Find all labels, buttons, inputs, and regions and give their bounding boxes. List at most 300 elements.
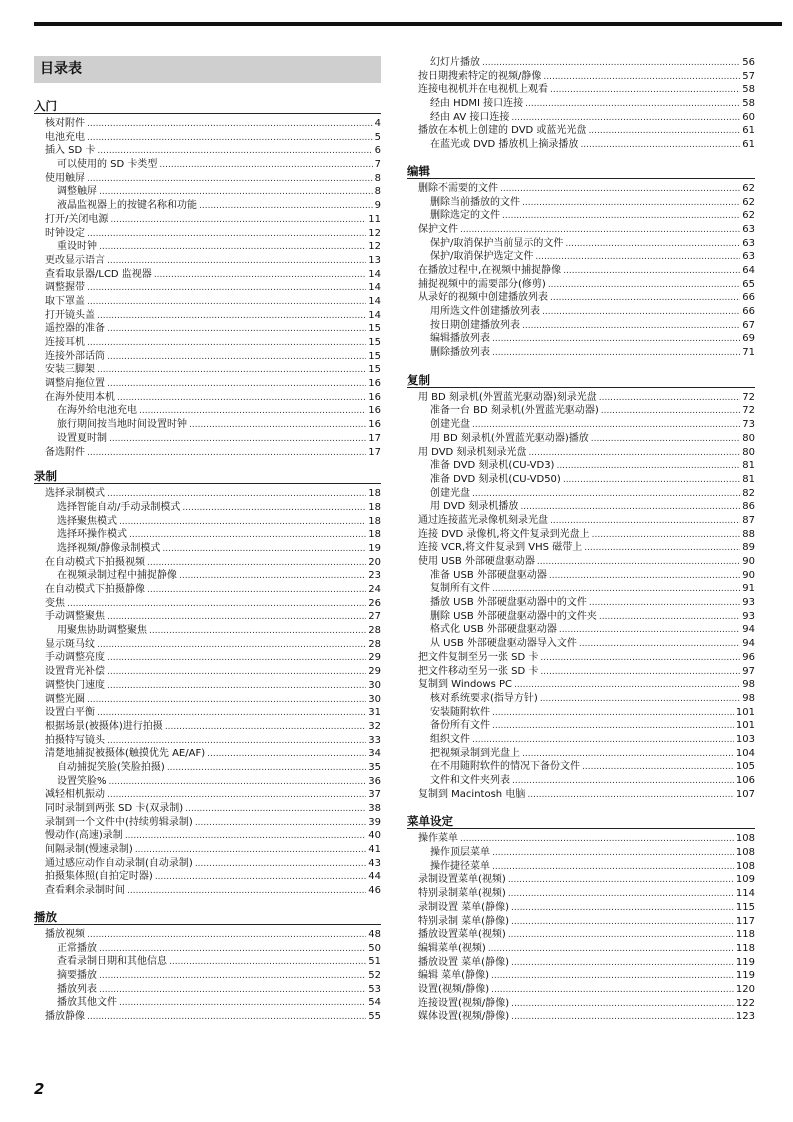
- entry-page: 66: [742, 306, 755, 317]
- entry-page: 48: [368, 928, 381, 940]
- entry-page: 90: [742, 569, 755, 581]
- dot-leader: [107, 735, 366, 749]
- entry-title: 拍摄集体照(自拍定时器): [45, 871, 153, 883]
- dot-leader: [472, 419, 740, 433]
- toc-entry[interactable]: [34, 501, 381, 515]
- toc-entry[interactable]: [34, 651, 381, 665]
- dot-leader: [535, 251, 740, 265]
- toc-entry[interactable]: [407, 760, 755, 774]
- dot-leader: [592, 529, 741, 543]
- toc-entry[interactable]: [407, 582, 755, 596]
- section-title: 入门: [34, 99, 57, 113]
- entry-page: 14: [368, 309, 381, 321]
- dot-leader: [492, 861, 734, 875]
- toc-entry[interactable]: [34, 295, 381, 309]
- entry-title: 播放设置 菜单(静像): [418, 956, 509, 968]
- dot-leader: [565, 238, 740, 252]
- toc-entry[interactable]: [34, 363, 381, 377]
- toc-entry[interactable]: [34, 131, 381, 145]
- toc-entry[interactable]: [407, 97, 755, 111]
- entry-page: 32: [368, 720, 381, 732]
- entry-title: 设置白平衡: [45, 707, 95, 719]
- toc-entry[interactable]: [34, 199, 381, 213]
- toc-entry[interactable]: [407, 138, 755, 152]
- entry-title: 从 USB 外部硬盘驱动器导入文件: [430, 638, 577, 650]
- entry-title: 插入 SD 卡: [45, 145, 96, 157]
- entry-title: 选择智能自动/手动录制模式: [57, 501, 181, 513]
- entry-page: 7: [374, 159, 381, 171]
- entry-page: 37: [368, 789, 381, 801]
- toc-entry[interactable]: [407, 446, 755, 460]
- toc-entry[interactable]: [34, 870, 381, 884]
- toc-entry[interactable]: [34, 487, 381, 501]
- dot-leader: [511, 902, 734, 916]
- dot-leader: [99, 241, 366, 255]
- toc-entry[interactable]: [407, 997, 755, 1011]
- entry-page: 62: [742, 182, 755, 194]
- toc-entry[interactable]: [407, 637, 755, 651]
- entry-page: 18: [368, 501, 381, 513]
- entry-page: 19: [368, 542, 381, 554]
- toc-entry[interactable]: [407, 223, 755, 237]
- toc-entry[interactable]: [407, 733, 755, 747]
- entry-title: 把文件移动至另一张 SD 卡: [418, 665, 539, 677]
- dot-leader: [591, 433, 741, 447]
- toc-entry[interactable]: [34, 1010, 381, 1024]
- dot-leader: [87, 1011, 366, 1025]
- entry-page: 118: [735, 929, 755, 941]
- entry-title: 选择聚焦模式: [57, 515, 117, 527]
- dot-leader: [527, 789, 734, 803]
- section-divider: [407, 178, 755, 179]
- toc-entry[interactable]: [407, 182, 755, 196]
- toc-entry[interactable]: [34, 569, 381, 583]
- entry-page: 14: [368, 282, 381, 294]
- dot-leader: [599, 611, 740, 625]
- entry-title: 准备一台 BD 刻录机(外置蓝光驱动器): [430, 405, 599, 417]
- dot-leader: [522, 748, 734, 762]
- entry-title: 选择环操作模式: [57, 529, 127, 541]
- dot-leader: [492, 847, 734, 861]
- toc-column-right: [407, 56, 755, 1024]
- toc-entry[interactable]: [34, 268, 381, 282]
- dot-leader: [550, 292, 740, 306]
- toc-entry[interactable]: [407, 319, 755, 333]
- toc-entry[interactable]: [407, 832, 755, 846]
- dot-leader: [540, 693, 740, 707]
- toc-entry[interactable]: [34, 638, 381, 652]
- toc-entry[interactable]: [407, 209, 755, 223]
- toc-entry[interactable]: [407, 264, 755, 278]
- dot-leader: [159, 159, 372, 173]
- dot-leader: [107, 351, 366, 365]
- dot-leader: [580, 139, 740, 153]
- entry-page: 39: [368, 816, 381, 828]
- dot-leader: [119, 516, 366, 530]
- entry-page: 9: [374, 200, 381, 212]
- entry-page: 12: [368, 241, 381, 253]
- toc-entry[interactable]: [407, 541, 755, 555]
- entry-title: 操作顶层菜单: [430, 847, 490, 859]
- toc-entry[interactable]: [407, 887, 755, 901]
- toc-entry[interactable]: [407, 678, 755, 692]
- dot-leader: [548, 279, 740, 293]
- toc-entry[interactable]: [34, 928, 381, 942]
- entry-title: 把视频录制到光盘上: [430, 747, 520, 759]
- dot-leader: [99, 970, 366, 984]
- toc-entry[interactable]: [34, 158, 381, 172]
- toc-entry[interactable]: [407, 623, 755, 637]
- dot-leader: [472, 734, 734, 748]
- toc-entry[interactable]: [34, 857, 381, 871]
- entry-title: 调整肩拖位置: [45, 378, 105, 390]
- entry-page: 61: [742, 125, 755, 137]
- toc-entry[interactable]: [34, 665, 381, 679]
- toc-entry[interactable]: [407, 706, 755, 720]
- toc-entry[interactable]: [34, 404, 381, 418]
- toc-entry[interactable]: [407, 305, 755, 319]
- entry-page: 15: [368, 337, 381, 348]
- toc-entry[interactable]: [407, 124, 755, 138]
- dot-leader: [107, 611, 366, 625]
- entry-page: 31: [368, 707, 381, 719]
- dot-leader: [550, 84, 740, 98]
- entry-title: 备份所有文件: [430, 720, 490, 732]
- entry-page: 65: [742, 278, 755, 290]
- entry-title: 准备 DVD 刻录机(CU-VD3): [430, 460, 555, 472]
- entry-page: 88: [742, 528, 755, 540]
- toc-entry[interactable]: [407, 1010, 755, 1024]
- dot-leader: [109, 433, 366, 447]
- entry-page: 44: [368, 871, 381, 883]
- entry-page: 16: [368, 419, 381, 431]
- toc-entry[interactable]: [407, 514, 755, 528]
- toc-entry[interactable]: [34, 391, 381, 405]
- toc-entry[interactable]: [407, 237, 755, 251]
- dot-leader: [107, 666, 366, 680]
- toc-entry[interactable]: [34, 969, 381, 983]
- section-divider: [34, 113, 381, 114]
- toc-entry[interactable]: [34, 996, 381, 1010]
- toc-entry[interactable]: [407, 956, 755, 970]
- toc-entry[interactable]: [34, 983, 381, 997]
- entry-page: 14: [368, 295, 381, 307]
- entry-title: 从录好的视频中创建播放列表: [418, 292, 548, 304]
- entry-page: 104: [735, 747, 755, 759]
- entry-page: 13: [368, 254, 381, 266]
- toc-entry[interactable]: [407, 250, 755, 264]
- entry-page: 108: [735, 847, 755, 859]
- dot-leader: [117, 392, 366, 406]
- entry-title: 变焦: [45, 597, 65, 609]
- entry-title: 删除当前播放的文件: [430, 196, 520, 208]
- entry-page: 82: [742, 487, 755, 499]
- entry-page: 18: [368, 488, 381, 500]
- entry-page: 30: [368, 679, 381, 691]
- toc-entry[interactable]: [407, 651, 755, 665]
- entry-page: 62: [742, 210, 755, 222]
- dot-leader: [482, 57, 740, 71]
- dot-leader: [511, 916, 734, 930]
- entry-page: 105: [735, 761, 755, 773]
- toc-entry[interactable]: [34, 172, 381, 186]
- entry-page: 109: [735, 874, 755, 886]
- toc-entry[interactable]: [34, 528, 381, 542]
- toc-entry[interactable]: [34, 597, 381, 611]
- entry-title: 正常播放: [57, 942, 97, 954]
- toc-entry[interactable]: [34, 432, 381, 446]
- toc-entry[interactable]: [407, 332, 755, 346]
- toc-entry[interactable]: [407, 70, 755, 84]
- toc-entry[interactable]: [34, 802, 381, 816]
- entry-page: 71: [742, 347, 755, 359]
- entry-title: 调整握带: [45, 282, 85, 294]
- toc-entry[interactable]: [407, 432, 755, 446]
- toc-entry[interactable]: [34, 884, 381, 898]
- toc-entry[interactable]: [34, 610, 381, 624]
- dot-leader: [97, 145, 372, 159]
- entry-title: 同时录制到两张 SD 卡(双录制): [45, 803, 184, 814]
- toc-entry[interactable]: [407, 860, 755, 874]
- entry-title: 保护文件: [418, 223, 458, 235]
- entry-page: 16: [368, 378, 381, 390]
- toc-entry[interactable]: [34, 515, 381, 529]
- toc-entry[interactable]: [34, 747, 381, 761]
- dot-leader: [87, 929, 366, 943]
- toc-entry[interactable]: [34, 706, 381, 720]
- entry-title: 时钟设定: [45, 227, 85, 239]
- entry-title: 选择视频/静像录制模式: [57, 542, 161, 554]
- entry-title: 删除选定的文件: [430, 210, 500, 222]
- entry-title: 重设时钟: [57, 241, 97, 253]
- toc-entry[interactable]: [34, 761, 381, 775]
- entry-page: 91: [742, 583, 755, 595]
- toc-entry[interactable]: [34, 281, 381, 295]
- dot-leader: [512, 775, 734, 789]
- entry-title: 调整触屏: [57, 186, 97, 198]
- dot-leader: [582, 761, 734, 775]
- toc-entry[interactable]: [407, 555, 755, 569]
- toc-entry[interactable]: [34, 117, 381, 131]
- toc-entry[interactable]: [407, 111, 755, 125]
- entry-page: 29: [368, 652, 381, 664]
- toc-entry[interactable]: [407, 291, 755, 305]
- entry-page: 63: [742, 251, 755, 263]
- entry-page: 108: [735, 860, 755, 872]
- toc-entry[interactable]: [407, 487, 755, 501]
- section-title: 编辑: [407, 163, 430, 178]
- toc-entry[interactable]: [34, 213, 381, 227]
- toc-entry[interactable]: [34, 144, 381, 158]
- entry-page: 15: [368, 323, 381, 335]
- toc-entry[interactable]: [407, 596, 755, 610]
- toc-column-left: [34, 56, 381, 1024]
- toc-entry[interactable]: [407, 391, 755, 405]
- dot-leader: [492, 347, 740, 361]
- toc-entry[interactable]: [407, 901, 755, 915]
- dot-leader: [588, 125, 740, 139]
- entry-page: 72: [742, 405, 755, 417]
- dot-leader: [579, 638, 740, 652]
- entry-title: 在海外给电池充电: [57, 405, 137, 417]
- entry-title: 在视频录制过程中捕捉静像: [57, 570, 177, 582]
- toc-entry[interactable]: [407, 719, 755, 733]
- toc-entry[interactable]: [407, 788, 755, 802]
- toc-entry[interactable]: [34, 734, 381, 748]
- dot-leader: [97, 310, 366, 324]
- entry-title: 删除播放列表: [430, 347, 490, 359]
- dot-leader: [107, 680, 366, 694]
- entry-page: 33: [368, 734, 381, 746]
- entry-title: 录制设置 菜单(静像): [418, 901, 509, 913]
- toc-entry[interactable]: [407, 969, 755, 983]
- toc-entry[interactable]: [34, 350, 381, 364]
- dot-leader: [502, 210, 740, 224]
- dot-leader: [125, 830, 366, 844]
- toc-entry[interactable]: [407, 473, 755, 487]
- toc-entry[interactable]: [34, 679, 381, 693]
- toc-section: [407, 373, 755, 802]
- entry-title: 设置夏时制: [57, 432, 107, 444]
- entry-title: 连接设置(视频/静像): [418, 997, 510, 1009]
- dot-leader: [155, 871, 366, 885]
- entry-page: 36: [368, 775, 381, 787]
- entry-title: 通过感应动作自动录制(自动录制): [45, 857, 193, 869]
- entry-title: 组织文件: [430, 733, 470, 745]
- entry-title: 液晶监视器上的按键名称和功能: [57, 200, 197, 212]
- dot-leader: [167, 762, 366, 776]
- dot-leader: [511, 998, 734, 1012]
- toc-entry[interactable]: [34, 418, 381, 432]
- toc-entry[interactable]: [407, 56, 755, 70]
- entry-title: 调整光圈: [45, 693, 85, 705]
- dot-leader: [87, 296, 366, 310]
- entry-page: 94: [742, 624, 755, 636]
- dot-leader: [540, 652, 740, 666]
- toc-entry[interactable]: [407, 278, 755, 292]
- entry-page: 96: [742, 651, 755, 663]
- toc-entry[interactable]: [407, 942, 755, 956]
- toc-section: [407, 814, 755, 1024]
- dot-leader: [147, 584, 366, 598]
- toc-entry[interactable]: [34, 829, 381, 843]
- entry-title: 调整快门速度: [45, 679, 105, 691]
- toc-entry[interactable]: [34, 624, 381, 638]
- entry-page: 17: [368, 432, 381, 444]
- toc-entry[interactable]: [407, 459, 755, 473]
- entry-page: 67: [742, 319, 755, 331]
- entry-title: 编辑菜单(视频): [418, 942, 486, 954]
- toc-entry[interactable]: [407, 500, 755, 514]
- dot-leader: [67, 598, 366, 612]
- entry-title: 复制到 Macintosh 电脑: [418, 788, 526, 800]
- toc-entry[interactable]: [34, 816, 381, 830]
- dot-leader: [107, 378, 366, 392]
- entry-title: 播放设置菜单(视频): [418, 929, 506, 941]
- toc-section: [407, 56, 755, 152]
- entry-page: 63: [742, 237, 755, 249]
- page-number: 2: [34, 1080, 45, 1098]
- toc-entry[interactable]: [34, 693, 381, 707]
- toc-entry[interactable]: [34, 942, 381, 956]
- entry-page: 81: [742, 473, 755, 485]
- toc-entry[interactable]: [407, 196, 755, 210]
- entry-page: 103: [735, 733, 755, 745]
- toc-entry[interactable]: [34, 556, 381, 570]
- toc-entry[interactable]: [407, 873, 755, 887]
- entry-page: 62: [742, 196, 755, 208]
- dot-leader: [139, 405, 366, 419]
- toc-entry[interactable]: [407, 928, 755, 942]
- toc-entry[interactable]: [34, 720, 381, 734]
- toc-entry[interactable]: [407, 747, 755, 761]
- entry-page: 50: [368, 942, 381, 954]
- toc-entry[interactable]: [34, 336, 381, 350]
- entry-page: 53: [368, 983, 381, 995]
- toc-section: [34, 99, 381, 459]
- dot-leader: [189, 419, 366, 433]
- entry-title: 用 BD 刻录机(外置蓝光驱动器)播放: [430, 432, 589, 444]
- entry-title: 播放静像: [45, 1010, 85, 1022]
- toc-entry[interactable]: [34, 309, 381, 323]
- toc-entry[interactable]: [407, 610, 755, 624]
- toc-entry[interactable]: [34, 788, 381, 802]
- entry-page: 87: [742, 514, 755, 526]
- toc-entry[interactable]: [407, 983, 755, 997]
- dot-leader: [107, 652, 366, 666]
- dot-leader: [549, 570, 740, 584]
- toc-entry[interactable]: [34, 185, 381, 199]
- entry-title: 录制到一个文件中(持续剪辑录制): [45, 816, 193, 828]
- toc-entry[interactable]: [34, 843, 381, 857]
- toc-entry[interactable]: [407, 346, 755, 360]
- entry-page: 80: [742, 446, 755, 458]
- dot-leader: [528, 447, 740, 461]
- toc-entry[interactable]: [407, 774, 755, 788]
- entry-page: 106: [735, 775, 755, 786]
- toc-entry[interactable]: [407, 692, 755, 706]
- entry-title: 清楚地捕捉被摄体(触摸优先 AE/AF): [45, 748, 206, 760]
- toc-entry[interactable]: [407, 665, 755, 679]
- toc-entry[interactable]: [407, 83, 755, 97]
- toc-entry[interactable]: [407, 528, 755, 542]
- toc-entry[interactable]: [34, 322, 381, 336]
- toc-entry[interactable]: [34, 377, 381, 391]
- toc-entry[interactable]: [407, 915, 755, 929]
- entry-page: 86: [742, 501, 755, 513]
- entry-title: 文件和文件夹列表: [430, 775, 510, 786]
- toc-entry[interactable]: [407, 569, 755, 583]
- toc-entry[interactable]: [34, 583, 381, 597]
- toc-entry[interactable]: [34, 775, 381, 789]
- toc-entry[interactable]: [34, 542, 381, 556]
- entry-page: 120: [735, 983, 755, 995]
- section-title: 复制: [407, 372, 430, 387]
- toc-entry[interactable]: [407, 418, 755, 432]
- entry-page: 94: [742, 638, 755, 650]
- toc-entry[interactable]: [34, 446, 381, 460]
- toc-entry[interactable]: [407, 846, 755, 860]
- toc-entry[interactable]: [34, 955, 381, 969]
- toc-entry[interactable]: [407, 404, 755, 418]
- toc-entry[interactable]: [34, 227, 381, 241]
- toc-entry[interactable]: [34, 240, 381, 254]
- toc-entry[interactable]: [34, 254, 381, 268]
- entry-page: 28: [368, 638, 381, 650]
- entry-title: 根据场景(被摄体)进行拍摄: [45, 720, 163, 732]
- entry-page: 46: [368, 885, 381, 897]
- dot-leader: [87, 694, 366, 708]
